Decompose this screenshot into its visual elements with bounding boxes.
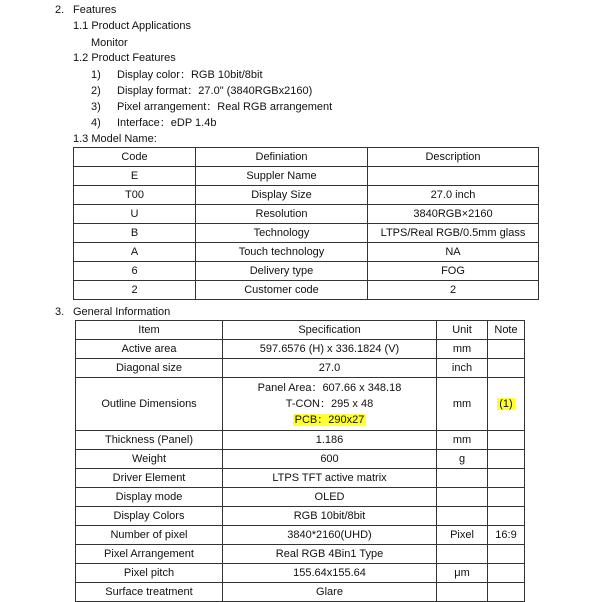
cell-unit: g bbox=[437, 450, 488, 469]
header-unit: Unit bbox=[437, 321, 488, 340]
cell-definition: Display Size bbox=[196, 186, 368, 205]
outline-panel-area: Panel Area：607.66 x 348.18 bbox=[257, 382, 402, 394]
cell-description: LTPS/Real RGB/0.5mm glass bbox=[368, 224, 539, 243]
table-row bbox=[76, 526, 525, 545]
cell-spec: 3840*2160(UHD) bbox=[223, 526, 437, 545]
cell-spec-outline bbox=[223, 378, 437, 431]
feature-display-color: Display color：RGB 10bit/8bit bbox=[117, 69, 263, 81]
feature-number: 1) bbox=[91, 69, 101, 81]
cell-description: 2 bbox=[368, 281, 539, 300]
cell-note bbox=[488, 431, 525, 450]
cell-note bbox=[488, 583, 525, 602]
table-row bbox=[76, 507, 525, 526]
table-row bbox=[74, 186, 539, 205]
cell-unit bbox=[437, 488, 488, 507]
cell-spec: LTPS TFT active matrix bbox=[223, 469, 437, 488]
cell-note bbox=[488, 450, 525, 469]
table-row bbox=[76, 431, 525, 450]
cell-code: 6 bbox=[74, 262, 196, 281]
table-row-outline bbox=[76, 378, 525, 431]
cell-spec: Real RGB 4Bin1 Type bbox=[223, 545, 437, 564]
feature-interface: Interface：eDP 1.4b bbox=[117, 117, 217, 129]
cell-unit bbox=[437, 469, 488, 488]
cell-spec: 155.64x155.64 bbox=[223, 564, 437, 583]
table-row bbox=[76, 583, 525, 602]
table-row bbox=[74, 205, 539, 224]
cell-spec: 600 bbox=[223, 450, 437, 469]
cell-spec: RGB 10bit/8bit bbox=[223, 507, 437, 526]
cell-note bbox=[488, 564, 525, 583]
table-header-row bbox=[76, 321, 525, 340]
cell-code: 2 bbox=[74, 281, 196, 300]
feature-number: 4) bbox=[91, 117, 101, 129]
cell-note bbox=[488, 469, 525, 488]
cell-item: Surface treatment bbox=[76, 583, 223, 602]
feature-display-format: Display format：27.0" (3840RGBx2160) bbox=[117, 85, 313, 97]
cell-definition: Technology bbox=[196, 224, 368, 243]
header-item: Item bbox=[76, 321, 223, 340]
cell-item: Active area bbox=[76, 340, 223, 359]
cell-spec: 27.0 bbox=[223, 359, 437, 378]
cell-note bbox=[488, 359, 525, 378]
cell-unit bbox=[437, 583, 488, 602]
cell-spec: 597.6576 (H) x 336.1824 (V) bbox=[223, 340, 437, 359]
cell-description bbox=[368, 167, 539, 186]
outline-pcb: PCB：290x27 bbox=[294, 414, 365, 426]
table-row bbox=[76, 469, 525, 488]
table-row bbox=[74, 243, 539, 262]
table-row bbox=[76, 545, 525, 564]
cell-code: U bbox=[74, 205, 196, 224]
cell-item: Thickness (Panel) bbox=[76, 431, 223, 450]
cell-unit bbox=[437, 545, 488, 564]
header-code: Code bbox=[74, 148, 196, 167]
cell-code: E bbox=[74, 167, 196, 186]
model-name-table bbox=[73, 147, 539, 300]
cell-item: Display mode bbox=[76, 488, 223, 507]
table-row bbox=[74, 224, 539, 243]
cell-definition: Touch technology bbox=[196, 243, 368, 262]
cell-item: Number of pixel bbox=[76, 526, 223, 545]
cell-description: 27.0 inch bbox=[368, 186, 539, 205]
subsection-1-2-title: 1.2 Product Features bbox=[73, 52, 176, 64]
cell-note bbox=[488, 340, 525, 359]
section-2-number: 2. bbox=[55, 4, 65, 16]
cell-item: Driver Element bbox=[76, 469, 223, 488]
outline-pcb-line bbox=[223, 412, 436, 428]
cell-code: A bbox=[74, 243, 196, 262]
cell-unit: mm bbox=[437, 340, 488, 359]
section-3-title: General Information bbox=[73, 306, 171, 318]
cell-spec: OLED bbox=[223, 488, 437, 507]
note-reference: (1) bbox=[499, 397, 513, 410]
table-row bbox=[74, 281, 539, 300]
feature-number: 3) bbox=[91, 101, 101, 113]
application-item: Monitor bbox=[91, 37, 128, 49]
header-description: Description bbox=[368, 148, 539, 167]
feature-number: 2) bbox=[91, 85, 101, 97]
outline-tcon: T-CON：295 x 48 bbox=[285, 398, 374, 410]
cell-note bbox=[488, 507, 525, 526]
general-information-table bbox=[75, 320, 525, 602]
table-row bbox=[76, 564, 525, 583]
cell-note bbox=[488, 545, 525, 564]
cell-note bbox=[488, 378, 525, 431]
cell-unit: mm bbox=[437, 378, 488, 431]
table-row bbox=[74, 167, 539, 186]
table-row bbox=[76, 450, 525, 469]
cell-description: FOG bbox=[368, 262, 539, 281]
cell-definition: Suppler Name bbox=[196, 167, 368, 186]
cell-definition: Customer code bbox=[196, 281, 368, 300]
cell-unit bbox=[437, 507, 488, 526]
cell-code: T00 bbox=[74, 186, 196, 205]
table-row bbox=[74, 262, 539, 281]
cell-spec: Glare bbox=[223, 583, 437, 602]
cell-item: Diagonal size bbox=[76, 359, 223, 378]
cell-unit: Pixel bbox=[437, 526, 488, 545]
cell-code: B bbox=[74, 224, 196, 243]
cell-spec: 1.186 bbox=[223, 431, 437, 450]
cell-item: Display Colors bbox=[76, 507, 223, 526]
subsection-1-3-title: 1.3 Model Name: bbox=[73, 133, 157, 145]
cell-definition: Delivery type bbox=[196, 262, 368, 281]
header-note: Note bbox=[488, 321, 525, 340]
cell-item: Weight bbox=[76, 450, 223, 469]
section-3-number: 3. bbox=[55, 306, 65, 318]
header-specification: Specification bbox=[223, 321, 437, 340]
header-definition: Definiation bbox=[196, 148, 368, 167]
cell-description: 3840RGB×2160 bbox=[368, 205, 539, 224]
section-2-title: Features bbox=[73, 4, 117, 16]
cell-definition: Resolution bbox=[196, 205, 368, 224]
cell-unit: mm bbox=[437, 431, 488, 450]
cell-unit: inch bbox=[437, 359, 488, 378]
cell-note bbox=[488, 488, 525, 507]
cell-item: Pixel pitch bbox=[76, 564, 223, 583]
table-row bbox=[76, 359, 525, 378]
table-header-row bbox=[74, 148, 539, 167]
feature-pixel-arrangement: Pixel arrangement：Real RGB arrangement bbox=[117, 101, 333, 113]
cell-note: 16:9 bbox=[488, 526, 525, 545]
cell-unit: μm bbox=[437, 564, 488, 583]
table-row bbox=[76, 340, 525, 359]
cell-item: Outline Dimensions bbox=[76, 378, 223, 431]
cell-item: Pixel Arrangement bbox=[76, 545, 223, 564]
subsection-1-1-title: 1.1 Product Applications bbox=[73, 20, 192, 32]
cell-description: NA bbox=[368, 243, 539, 262]
table-row bbox=[76, 488, 525, 507]
